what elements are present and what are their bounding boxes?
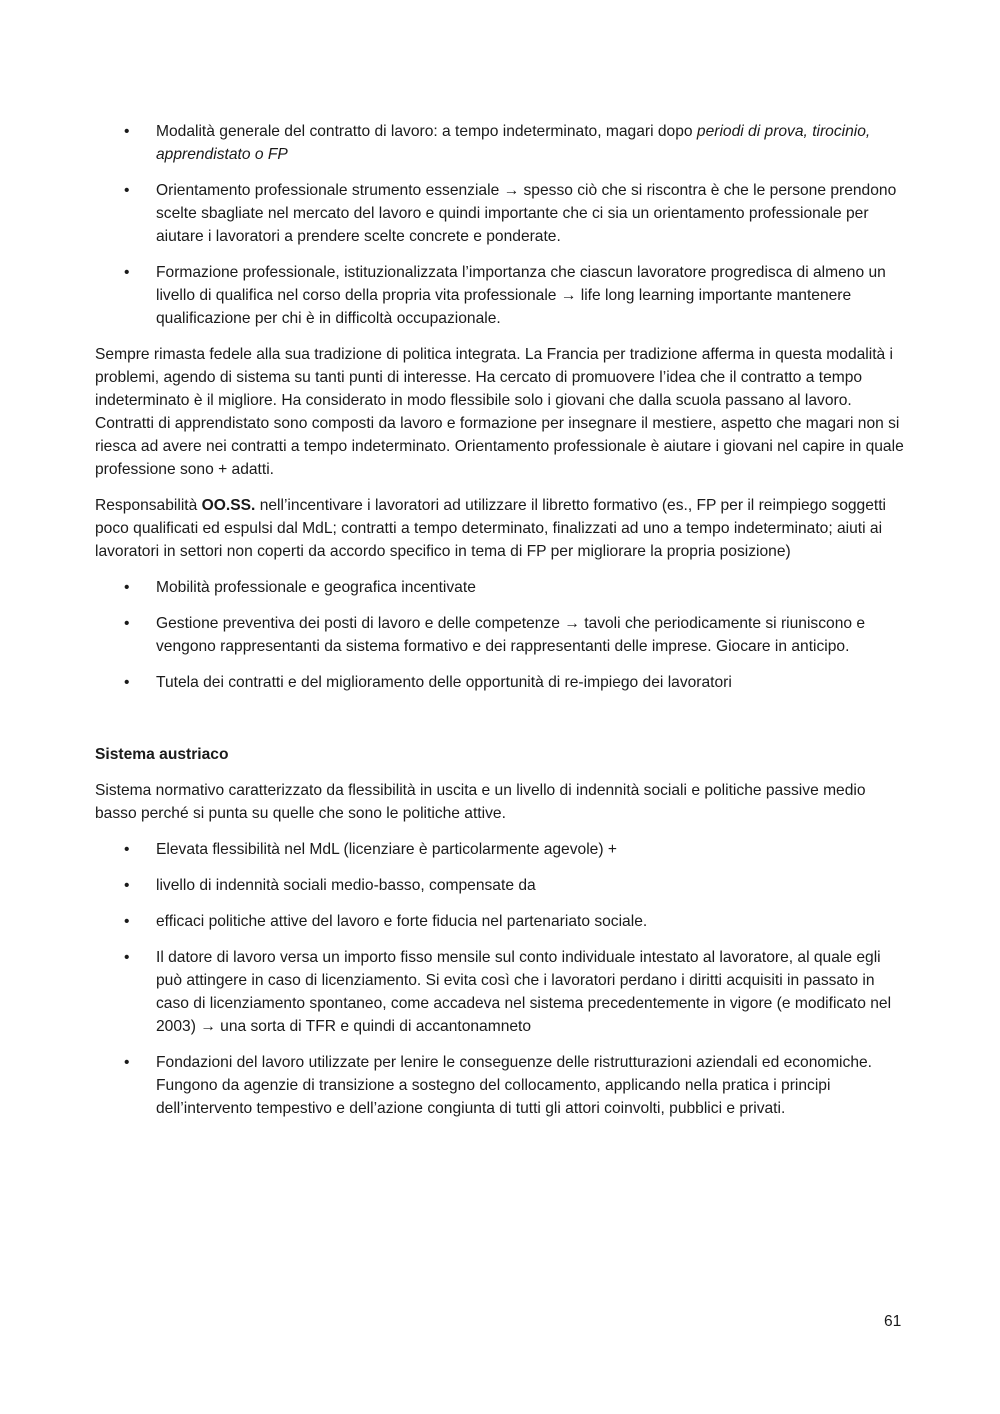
- list-item: • Elevata flessibilità nel MdL (licenziare è particolarmente agevole) +: [95, 838, 905, 861]
- list-item: • Tutela dei contratti e del miglioramento delle opportunità di re-impiego dei lavoratori: [95, 671, 905, 694]
- list-item: • Orientamento professionale strumento essenziale → spesso ciò che si riscontra è che le persone prendono scelte sbagliate nel mercato del lavoro e quindi importante che ci sia un orientamento professionale per aiutare i lavoratori a prendere scelte concrete e ponderate.: [95, 179, 905, 248]
- list-item: • Mobilità professionale e geografica incentivate: [95, 576, 905, 599]
- list-item: • Fondazioni del lavoro utilizzate per lenire le conseguenze delle ristrutturazioni aziendali ed economiche. Fungono da agenzie di transizione a sostegno del collocamento, applicando nella pratica i principi dell’intervento tempestivo e dell’azione congiunta di tutti gli attori coinvolti, pubblici e privati.: [95, 1051, 905, 1120]
- page-content: [95, 120, 905, 1133]
- section-heading: Sistema austriaco: [95, 746, 229, 763]
- paragraph: Sempre rimasta fedele alla sua tradizione di politica integrata. La Francia per tradizione afferma in questa modalità i problemi, agendo di sistema su tanti punti di interesse. Ha cercato di promuovere l’idea che il contratto a tempo indeterminato è il migliore. Ha considerato in modo flessibile solo i giovani che dalla scuola passano al lavoro. Contratti di apprendistato sono composti da lavoro e formazione per insegnare il mestiere, aspetto che magari non si riesca ad avere nei contratti a tempo indeterminato. Orientamento professionale è aiutare i giovani nel capire in quale professione sono + adatti.: [95, 346, 904, 478]
- arrow-right-icon: →: [503, 182, 520, 199]
- arrow-right-icon: →: [560, 287, 577, 304]
- list-item: • Il datore di lavoro versa un importo fisso mensile sul conto individuale intestato al lavoratore, al quale egli può attingere in caso di licenziamento. Si evita così che i lavoratori perdano i diritti acquisiti in passato in caso di licenziamento spontaneo, come accadeva nel sistema precedentemente in vigore (e modificato nel 2003) → una sorta di TFR e quindi di accantonamneto: [95, 946, 905, 1038]
- list-item: • Formazione professionale, istituzionalizzata l’importanza che ciascun lavoratore progredisca di almeno un livello di qualifica nel corso della propria vita professionale → life long learning importante mantenere qualificazione per chi è in difficoltà occupazionale.: [95, 261, 905, 330]
- paragraph: Sistema normativo caratterizzato da flessibilità in uscita e un livello di indennità sociali e politiche passive medio basso perché si punta su quelle che sono le politiche attive.: [95, 782, 866, 822]
- bullet-list-austria: [95, 838, 905, 1120]
- list-item: • Modalità generale del contratto di lavoro: a tempo indeterminato, magari dopo periodi di prova, tirocinio, apprendistato o FP: [95, 120, 905, 166]
- paragraph: Responsabilità OO.SS. nell’incentivare i lavoratori ad utilizzare il libretto formativo (es., FP per il reimpiego soggetti poco qualificati ed espulsi dal MdL; contratti a tempo determinato, finalizzati ad uno a tempo indeterminato; aiuti ai lavoratori in settori non coperti da accordo specifico in tema di FP per migliorare la propria posizione): [95, 497, 887, 560]
- list-item: • efficaci politiche attive del lavoro e forte fiducia nel partenariato sociale.: [95, 910, 905, 933]
- arrow-right-icon: →: [200, 1018, 216, 1035]
- bullet-list-france: [95, 120, 905, 330]
- page-number: 61: [884, 1313, 902, 1330]
- spacer: [95, 707, 905, 743]
- list-item: • Gestione preventiva dei posti di lavoro e delle competenze → tavoli che periodicamente si riuniscono e vengono rappresentanti da sistema formativo e dei rappresentanti delle imprese. Giocare in anticipo.: [95, 612, 905, 658]
- list-item: • livello di indennità sociali medio-basso, compensate da: [95, 874, 905, 897]
- arrow-right-icon: →: [564, 615, 580, 632]
- bullet-list-oo-ss: [95, 576, 905, 694]
